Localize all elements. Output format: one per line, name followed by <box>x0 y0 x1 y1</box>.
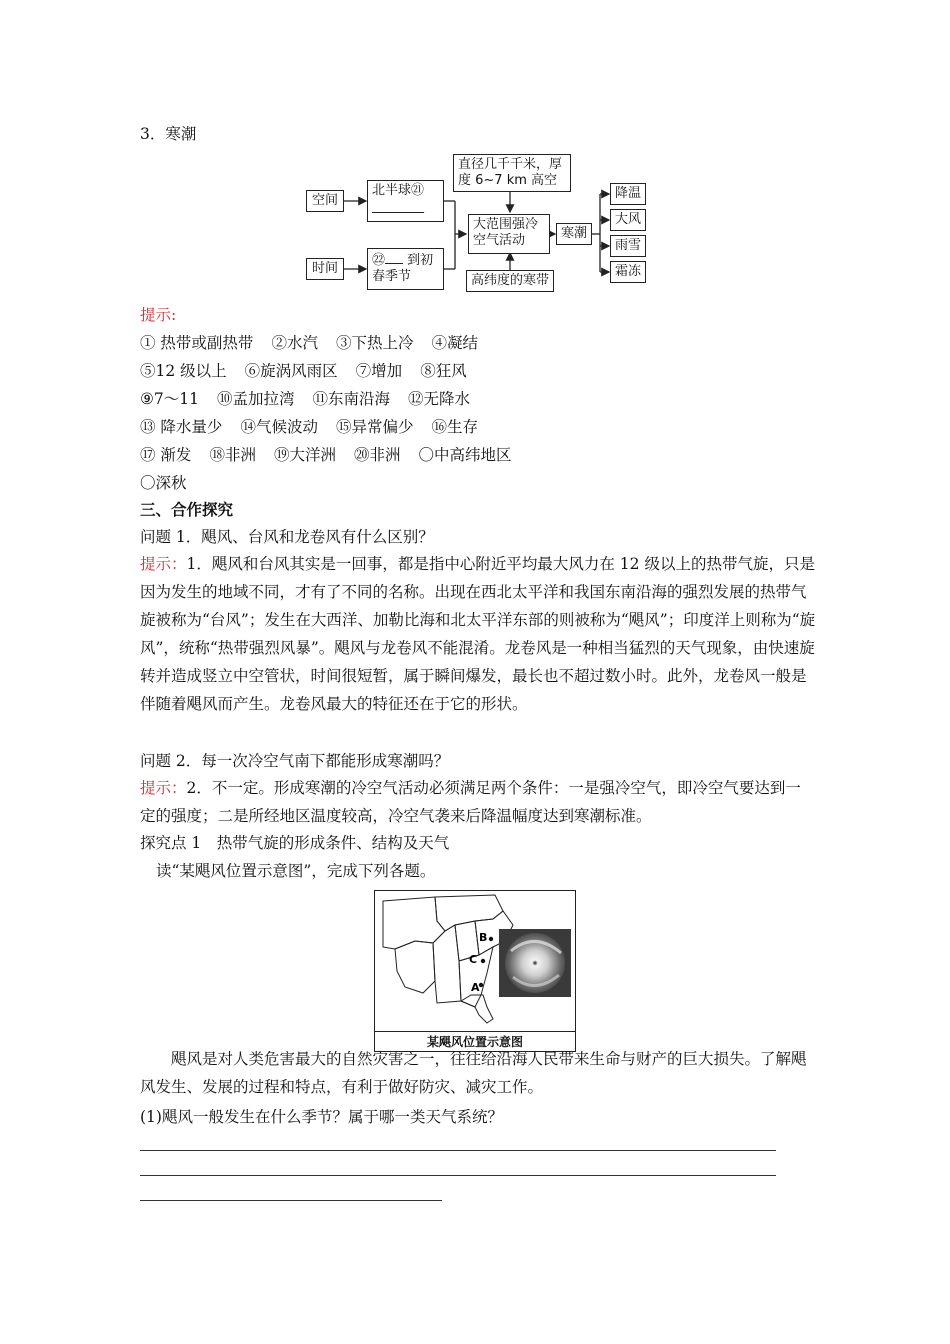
answer-2-label: 提示： <box>140 779 187 797</box>
hint-item: ⑤12 级以上 <box>140 362 227 380</box>
answer-2 <box>140 774 816 830</box>
hint-item: ⑫无降水 <box>408 390 471 408</box>
hint-item: ⑰ 渐发 <box>140 446 192 464</box>
diameter-line1: 直径几千千米，厚 <box>458 157 563 172</box>
hint-item: ⑨7～11 <box>140 390 199 408</box>
hint-item: ⑦增加 <box>355 362 403 380</box>
late-autumn-line2: 春季节 <box>372 269 412 284</box>
part3-title: 三、合作探究 <box>140 501 234 519</box>
effect-frost-box: 霜冻 <box>610 261 646 283</box>
late-autumn-line1 <box>372 251 439 269</box>
hurricane-map <box>375 891 575 1027</box>
hint-row-6 <box>140 473 205 493</box>
hint-row-3 <box>140 389 488 409</box>
hint-item: 〇深秋 <box>140 474 187 492</box>
hint-row-2 <box>140 361 485 381</box>
answer-line-1[interactable] <box>140 1150 776 1151</box>
diameter-line2: 度 6~7 km 高空 <box>458 173 558 188</box>
question-2: 问题 2．每一次冷空气南下都能形成寒潮吗？ <box>140 752 450 770</box>
point-b-label: B <box>479 931 488 944</box>
hint-item: ⑳非洲 <box>353 446 401 464</box>
map-caption: 某飓风位置示意图 <box>426 1035 523 1049</box>
effect-gale-box: 大风 <box>610 209 646 231</box>
cold-wave-box: 寒潮 <box>556 223 592 245</box>
answer-1-text: 1．飓风和台风其实是一回事，都是指中心附近平均最大风力在 12 级以上的热带气旋，只是因为发生的地域不同，才有了不同的名称。出现在西北太平洋和我国东南沿海的强烈发展的热带气旋被称为“台风”；发生在大西洋、加勒比海和北太平洋东部的则被称为“飓风”；印度洋上则称为“旋风”，统称“热带强烈风暴”。飓风与龙卷风不能混淆。龙卷风是一种相当猛烈的天气现象，由快速旋转并造成竖立中空管状，时间很短暂，属于瞬间爆发，最长也不超过数小时。此外，龙卷风一般是伴随着飓风而产生。龙卷风最大的特征还在于它的形状。 <box>140 555 816 713</box>
hint-item: ④凝结 <box>431 334 478 352</box>
late-autumn-blank <box>385 251 403 264</box>
hint-item: ⑪东南沿海 <box>312 390 391 408</box>
explore-point-1: 探究点 1 热带气旋的形成条件、结构及天气 <box>140 834 450 852</box>
hint-row-1 <box>140 333 496 353</box>
hint-item: ⑯生存 <box>431 418 478 436</box>
question-1: 问题 1．飓风、台风和龙卷风有什么区别？ <box>140 528 434 546</box>
section-title: 3．寒潮 <box>140 125 197 143</box>
late-autumn-prefix: ㉒ <box>372 253 386 268</box>
hint-item: ②水汽 <box>271 334 318 352</box>
hint-item: ① 热带或副热带 <box>140 334 254 352</box>
hint-item: ⑩孟加拉湾 <box>216 390 295 408</box>
space-box: 空间 <box>306 190 344 212</box>
answer-1-label: 提示： <box>140 555 187 573</box>
hint-row-5 <box>140 445 530 465</box>
answer-line-3[interactable] <box>140 1200 442 1201</box>
answer-line-2[interactable] <box>140 1175 776 1176</box>
time-box: 时间 <box>306 258 344 280</box>
answer-1 <box>140 550 816 718</box>
hint-item: ③下热上冷 <box>335 334 414 352</box>
cold-wave-diagram <box>300 150 650 290</box>
hint-item: ⑧狂风 <box>420 362 467 380</box>
hint-item: ⑬ 降水量少 <box>140 418 223 436</box>
hint-item: ⑱非洲 <box>209 446 256 464</box>
answer-2-text: 2．不一定。形成寒潮的冷空气活动必须满足两个条件：一是强冷空气，即冷空气要达到一定的强度；二是所经地区温度较高，冷空气袭来后降温幅度达到寒潮标准。 <box>140 779 801 825</box>
map-caption-divider <box>375 1031 575 1032</box>
cold-air-box <box>468 214 550 254</box>
hint-label: 提示: <box>140 306 177 324</box>
hint-row-4 <box>140 417 496 437</box>
sub-question-1: (1)飓风一般发生在什么季节？属于哪一类天气系统？ <box>140 1108 503 1126</box>
effect-rain-snow-box: 雨雪 <box>610 235 646 257</box>
late-autumn-suffix: 到初 <box>407 253 434 268</box>
late-autumn-box <box>367 248 444 290</box>
cold-air-line2: 空气活动 <box>473 233 526 248</box>
intro-paragraph: 飓风是对人类危害最大的自然灾害之一，往往给沿海人民带来生命与财产的巨大损失。了解飓风发生、发展的过程和特点，有利于做好防灾、减灾工作。 <box>140 1050 807 1096</box>
north-hemisphere-box <box>367 180 444 222</box>
hint-item: ⑲大洋洲 <box>273 446 336 464</box>
read-prompt: 读“某飓风位置示意图”，完成下列各题。 <box>156 862 436 880</box>
point-c-label: C <box>469 953 478 966</box>
cold-air-line1: 大范围强冷 <box>473 217 539 232</box>
north-hemisphere-blank: ________ <box>372 199 424 214</box>
hint-item: ⑮异常偏少 <box>335 418 414 436</box>
diameter-box <box>453 154 571 192</box>
effect-cooling-box: 降温 <box>610 183 646 205</box>
high-latitude-box: 高纬度的寒带 <box>466 270 554 292</box>
point-b-marker <box>489 937 493 941</box>
hint-item: ⑥旋涡风雨区 <box>244 362 338 380</box>
hint-item: ⑭气候波动 <box>240 418 318 436</box>
hint-item: 〇中高纬地区 <box>418 446 512 464</box>
point-a-label: A <box>471 981 480 994</box>
hurricane-map-figure <box>374 890 576 1052</box>
north-hemisphere-text: 北半球㉑ <box>372 183 425 198</box>
point-c-marker <box>481 959 485 963</box>
